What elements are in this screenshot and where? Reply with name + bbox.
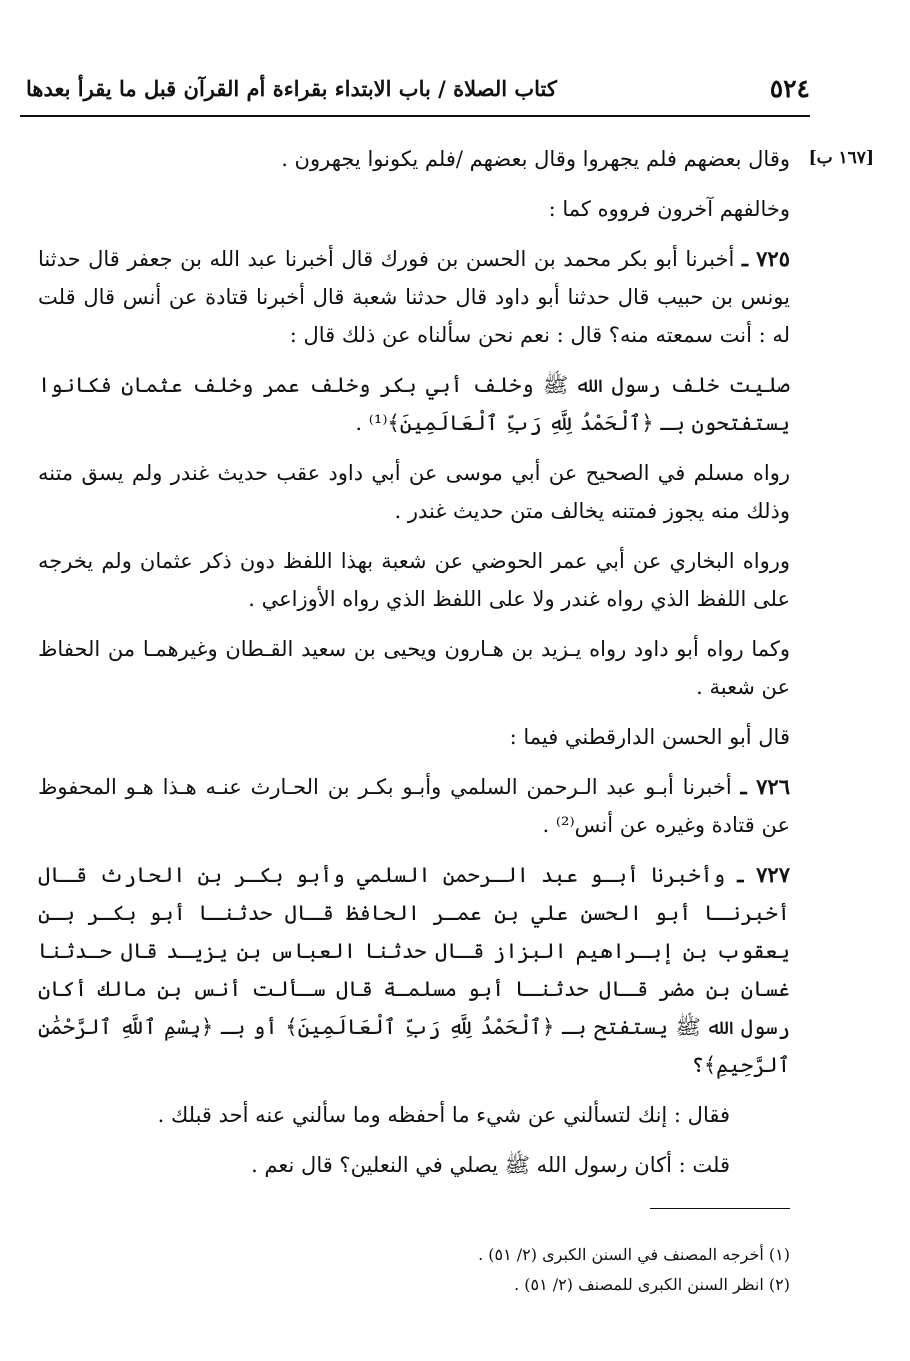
paragraph — [38, 1146, 790, 1184]
hadith-paragraph — [38, 240, 790, 354]
paragraph — [38, 718, 790, 756]
manuscript-folio-note: [١٦٧ ب] — [808, 148, 874, 168]
paragraph-text: وكما رواه أبو داود رواه يـزيد بن هـارون ويحيى بن سعيد القـطان وغيرهمـا من الحفاظ عن شعبة . — [38, 637, 790, 699]
hadith-number: ٧٢٧ ـ — [737, 862, 790, 887]
hadith-paragraph — [38, 768, 790, 844]
paragraph-text: فقال : إنك لتسألني عن شيء ما أحفظه وما سألني عنه أحد قبلك . — [157, 1103, 730, 1127]
paragraph — [38, 190, 790, 228]
header-rule — [20, 115, 810, 117]
paragraph — [38, 542, 790, 618]
paragraph-text: وقال بعضهم فلم يجهروا وقال بعضهم /فلم يكونوا يجهرون . — [281, 147, 790, 171]
paragraph — [38, 630, 790, 706]
paragraph-text: وخالفهم آخرون فرووه كما : — [548, 197, 790, 221]
paragraph — [38, 366, 790, 442]
paragraph-text: صليت خلف رسول الله ﷺ وخلف أبي بكر وخلف عمر وخلف عثمان فكانوا يستفتحون بـ ﴿ٱلْحَمْدُ لِلَّهِ رَبِّ ٱلْعَالَمِينَ﴾⁽¹⁾ . — [38, 373, 790, 435]
paragraph — [38, 140, 790, 178]
hadith-number: ٧٢٦ ـ — [740, 774, 790, 799]
footnote-rule — [650, 1208, 790, 1209]
paragraph-text: قال أبو الحسن الدارقطني فيما : — [509, 725, 790, 749]
paragraph-text: رواه مسلم في الصحيح عن أبي موسى عن أبي داود عقب حديث غندر ولم يسق متنه وذلك منه يجوز فمتنه يخالف متن حديث غندر . — [38, 461, 790, 523]
paragraph-text: أخبرنا أبـو عبد الـرحمن السلمي وأبـو بكـر بن الحـارث عنـه هـذا هـو المحفوظ عن قتادة وغيره عن أنس⁽²⁾ . — [38, 775, 790, 837]
footnote-2: (٢) انظر السنن الكبرى للمصنف (٢/ ٥١) . — [514, 1275, 790, 1294]
chapter-title: كتاب الصلاة / باب الابتداء بقراءة أم القرآن قبل ما يقرأ بعدها — [26, 76, 557, 101]
footnote-1: (١) أخرجه المصنف في السنن الكبرى (٢/ ٥١) . — [478, 1245, 790, 1264]
hadith-number: ٧٢٥ ـ — [741, 246, 790, 271]
paragraph — [38, 454, 790, 530]
paragraph-text: قلت : أكان رسول الله ﷺ يصلي في النعلين؟ قال نعم . — [251, 1153, 730, 1177]
main-text — [38, 140, 790, 1196]
hadith-paragraph — [38, 856, 790, 1084]
paragraph-text: أخبرنا أبو بكر محمد بن الحسن بن فورك قال أخبرنا عبد الله بن جعفر قال حدثنا يونس بن حبيب قال حدثنا أبو داود قال حدثنا شعبة قال أخبرنا قتادة عن أنس قال قلت له : أنت سمعته منه؟ قال : نعم نحن سألناه عن ذلك قال : — [38, 247, 790, 347]
paragraph-text: وأخبرنا أبـو عبد الـرحمن السلمي وأبو بكـر بن الحارث قـال أخبرنـا أبو الحسن علي بن عمـر الحافظ قـال حدثنـا أبو بكـر بـن يعقوب بن إبـراهيم البزاز قـال حدثنا العباس بن يزيـد قال حـدثنا غسان بن مضر قـال حدثنـا أبو مسلمـة قال سـألت أنس بن مالك أكان رسول الله ﷺ يستفتح بـ ﴿ٱلْحَمْدُ لِلَّهِ رَبِّ ٱلْعَالَمِينَ﴾ أو بـ ﴿بِسْمِ ٱللَّهِ ٱلرَّحْمَٰنِ ٱلرَّحِيمِ﴾؟ — [38, 863, 790, 1077]
paragraph-text: ورواه البخاري عن أبي عمر الحوضي عن شعبة بهذا اللفظ دون ذكر عثمان ولم يخرجه على اللفظ الذي رواه غندر ولا على اللفظ الذي رواه الأوزاعي . — [38, 549, 790, 611]
running-header — [20, 70, 810, 112]
paragraph — [38, 1096, 790, 1134]
footnotes — [300, 1240, 790, 1300]
page-number: ٥٢٤ — [769, 74, 810, 103]
